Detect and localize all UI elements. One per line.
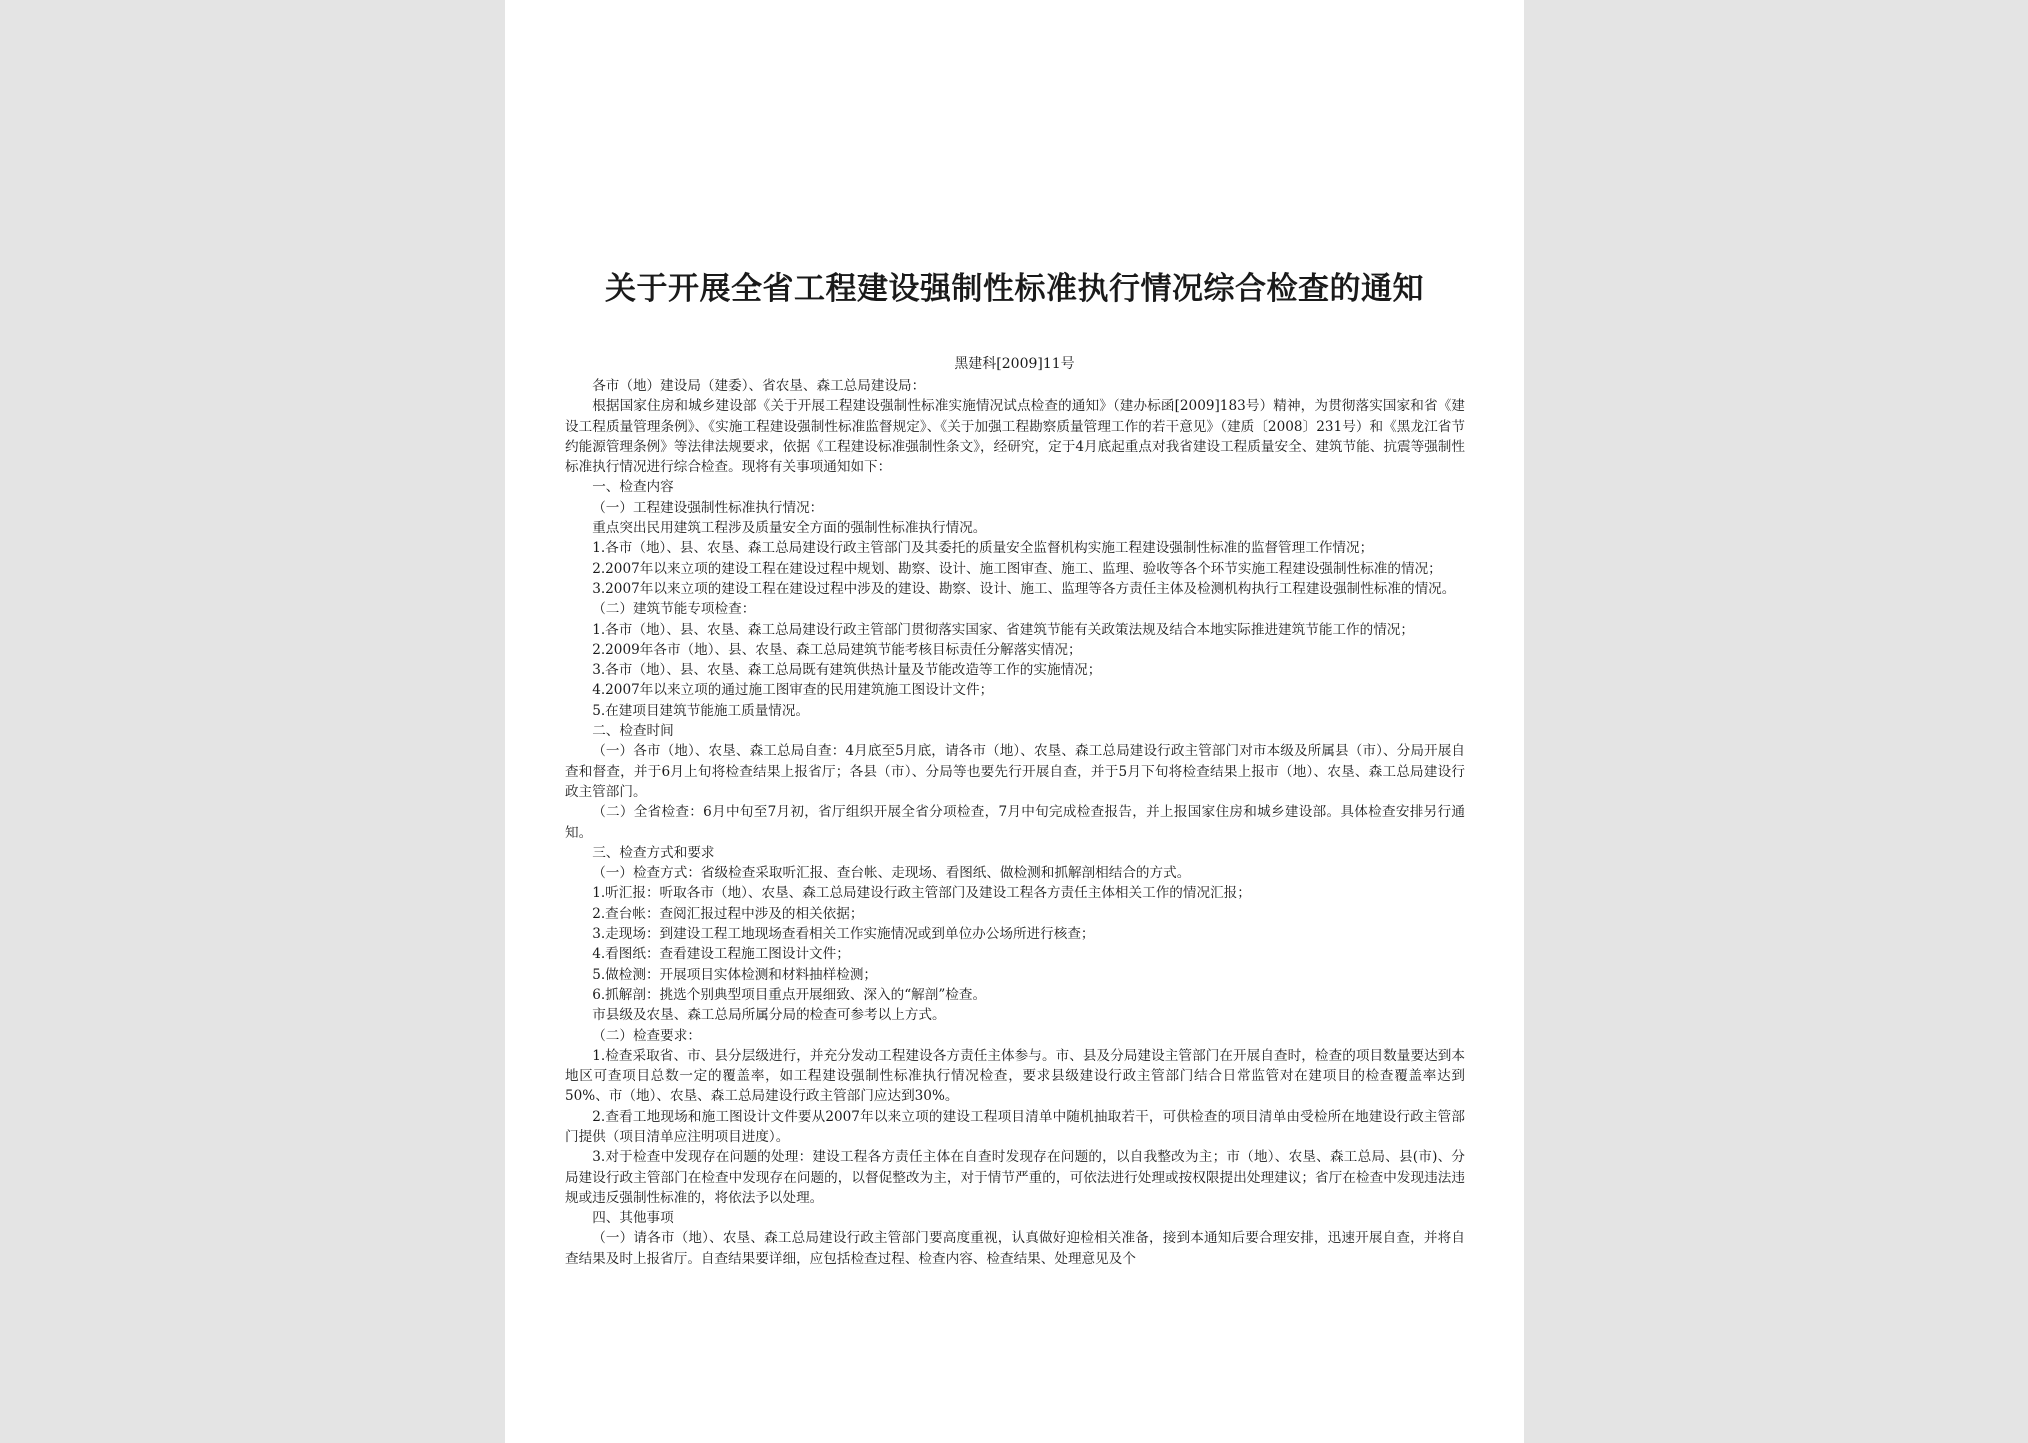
body-paragraph: 根据国家住房和城乡建设部《关于开展工程建设强制性标准实施情况试点检查的通知》（建办标函[2009]183号）精神，为贯彻落实国家和省《建设工程质量管理条例》、《实施工程建设强制性标准监督规定》、《关于加强工程勘察质量管理工作的若干意见》（建质〔2008〕231号）和《黑龙江省节约能源管理条例》等法律法规要求，依据《工程建设标准强制性条文》，经研究，定于4月底起重点对我省建设工程质量安全、建筑节能、抗震等强制性标准执行情况进行综合检查。现将有关事项通知如下： <box>565 398 1465 476</box>
body-paragraph: 3.走现场：到建设工程工地现场查看相关工作实施情况或到单位办公场所进行核查； <box>592 926 1095 943</box>
body-paragraph: （二）全省检查：6月中旬至7月初，省厅组织开展全省分项检查，7月中旬完成检查报告，并上报国家住房和城乡建设部。具体检查安排另行通知。 <box>565 804 1465 841</box>
body-paragraph: 3.各市（地）、县、农垦、森工总局既有建筑供热计量及节能改造等工作的实施情况； <box>592 662 1102 679</box>
body-paragraph: 重点突出民用建筑工程涉及质量安全方面的强制性标准执行情况。 <box>592 520 987 537</box>
body-paragraph: 1.各市（地）、县、农垦、森工总局建设行政主管部门贯彻落实国家、省建筑节能有关政策法规及结合本地实际推进建筑节能工作的情况； <box>592 621 1414 638</box>
body-paragraph: 1.各市（地）、县、农垦、森工总局建设行政主管部门及其委托的质量安全监督机构实施工程建设强制性标准的监督管理工作情况； <box>592 540 1374 557</box>
body-paragraph: 1.听汇报：听取各市（地）、农垦、森工总局建设行政主管部门及建设工程各方责任主体相关工作的情况汇报； <box>592 885 1251 902</box>
document-number: 黑建科[2009]11号 <box>954 356 1075 372</box>
body-paragraph: 2.查看工地现场和施工图设计文件要从2007年以来立项的建设工程项目清单中随机抽取若干，可供检查的项目清单由受检所在地建设行政主管部门提供（项目清单应注明项目进度）。 <box>565 1108 1465 1145</box>
body-paragraph: 4.看图纸：查看建设工程施工图设计文件； <box>592 946 850 963</box>
document-body <box>565 376 1465 1269</box>
salutation: 各市（地）建设局（建委）、省农垦、森工总局建设局： <box>592 378 926 394</box>
body-paragraph: 一、检查内容 <box>592 479 674 496</box>
body-paragraph: 2.查台帐：查阅汇报过程中涉及的相关依据； <box>592 905 864 922</box>
body-paragraph: 三、检查方式和要求 <box>592 844 715 861</box>
document-title: 关于开展全省工程建设强制性标准执行情况综合检查的通知 <box>605 271 1424 307</box>
body-paragraph: 5.在建项目建筑节能施工质量情况。 <box>592 702 810 719</box>
body-paragraph: 二、检查时间 <box>592 723 674 740</box>
body-paragraph: 3.2007年以来立项的建设工程在建设过程中涉及的建设、勘察、设计、施工、监理等各方责任主体及检测机构执行工程建设强制性标准的情况。 <box>592 580 1456 597</box>
body-paragraph: （一）各市（地）、农垦、森工总局自查：4月底至5月底，请各市（地）、农垦、森工总局建设行政主管部门对市本级及所属县（市）、分局开展自查和督查，并于6月上旬将检查结果上报省厅；各县（市）、分局等也要先行开展自查，并于5月下旬将检查结果上报市（地）、农垦、森工总局建设行政主管部门。 <box>565 743 1465 800</box>
body-paragraph: 6.抓解剖：挑选个别典型项目重点开展细致、深入的“解剖”检查。 <box>592 986 987 1003</box>
document-page <box>505 0 1524 1443</box>
body-paragraph: （一）检查方式：省级检查采取听汇报、查台帐、走现场、看图纸、做检测和抓解剖相结合的方式。 <box>592 865 1191 882</box>
body-paragraph: 2.2009年各市（地）、县、农垦、森工总局建筑节能考核目标责任分解落实情况； <box>592 641 1082 658</box>
body-paragraph: （一）请各市（地）、农垦、森工总局建设行政主管部门要高度重视，认真做好迎检相关准备，接到本通知后要合理安排，迅速开展自查，并将自查结果及时上报省厅。自查结果要详细，应包括检查过程、检查内容、检查结果、处理意见及个 <box>565 1230 1465 1267</box>
body-paragraph: （二）检查要求： <box>592 1027 701 1044</box>
body-paragraph: （二）建筑节能专项检查： <box>592 601 756 618</box>
body-paragraph: 2.2007年以来立项的建设工程在建设过程中规划、勘察、设计、施工图审查、施工、监理、验收等各个环节实施工程建设强制性标准的情况； <box>592 560 1442 577</box>
body-paragraph: （一）工程建设强制性标准执行情况： <box>592 499 824 516</box>
body-paragraph: 1.检查采取省、市、县分层级进行，并充分发动工程建设各方责任主体参与。市、县及分局建设主管部门在开展自查时，检查的项目数量要达到本地区可查项目总数一定的覆盖率，如工程建设强制性标准执行情况检查，要求县级建设行政主管部门结合日常监管对在建项目的检查覆盖率达到50%、市（地）、农垦、森工总局建设行政主管部门应达到30%。 <box>565 1047 1465 1105</box>
body-paragraph: 3.对于检查中发现存在问题的处理：建设工程各方责任主体在自查时发现存在问题的，以自我整改为主；市（地）、农垦、森工总局、县(市)、分局建设行政主管部门在检查中发现存在问题的，以督促整改为主，对于情节严重的，可依法进行处理或按权限提出处理建议；省厅在检查中发现违法违规或违反强制性标准的，将依法予以处理。 <box>565 1149 1465 1206</box>
body-paragraph: 5.做检测：开展项目实体检测和材料抽样检测； <box>592 966 878 983</box>
body-paragraph: 4.2007年以来立项的通过施工图审查的民用建筑施工图设计文件； <box>592 682 994 699</box>
body-paragraph: 市县级及农垦、森工总局所属分局的检查可参考以上方式。 <box>592 1007 946 1024</box>
body-paragraph: 四、其他事项 <box>592 1210 674 1227</box>
